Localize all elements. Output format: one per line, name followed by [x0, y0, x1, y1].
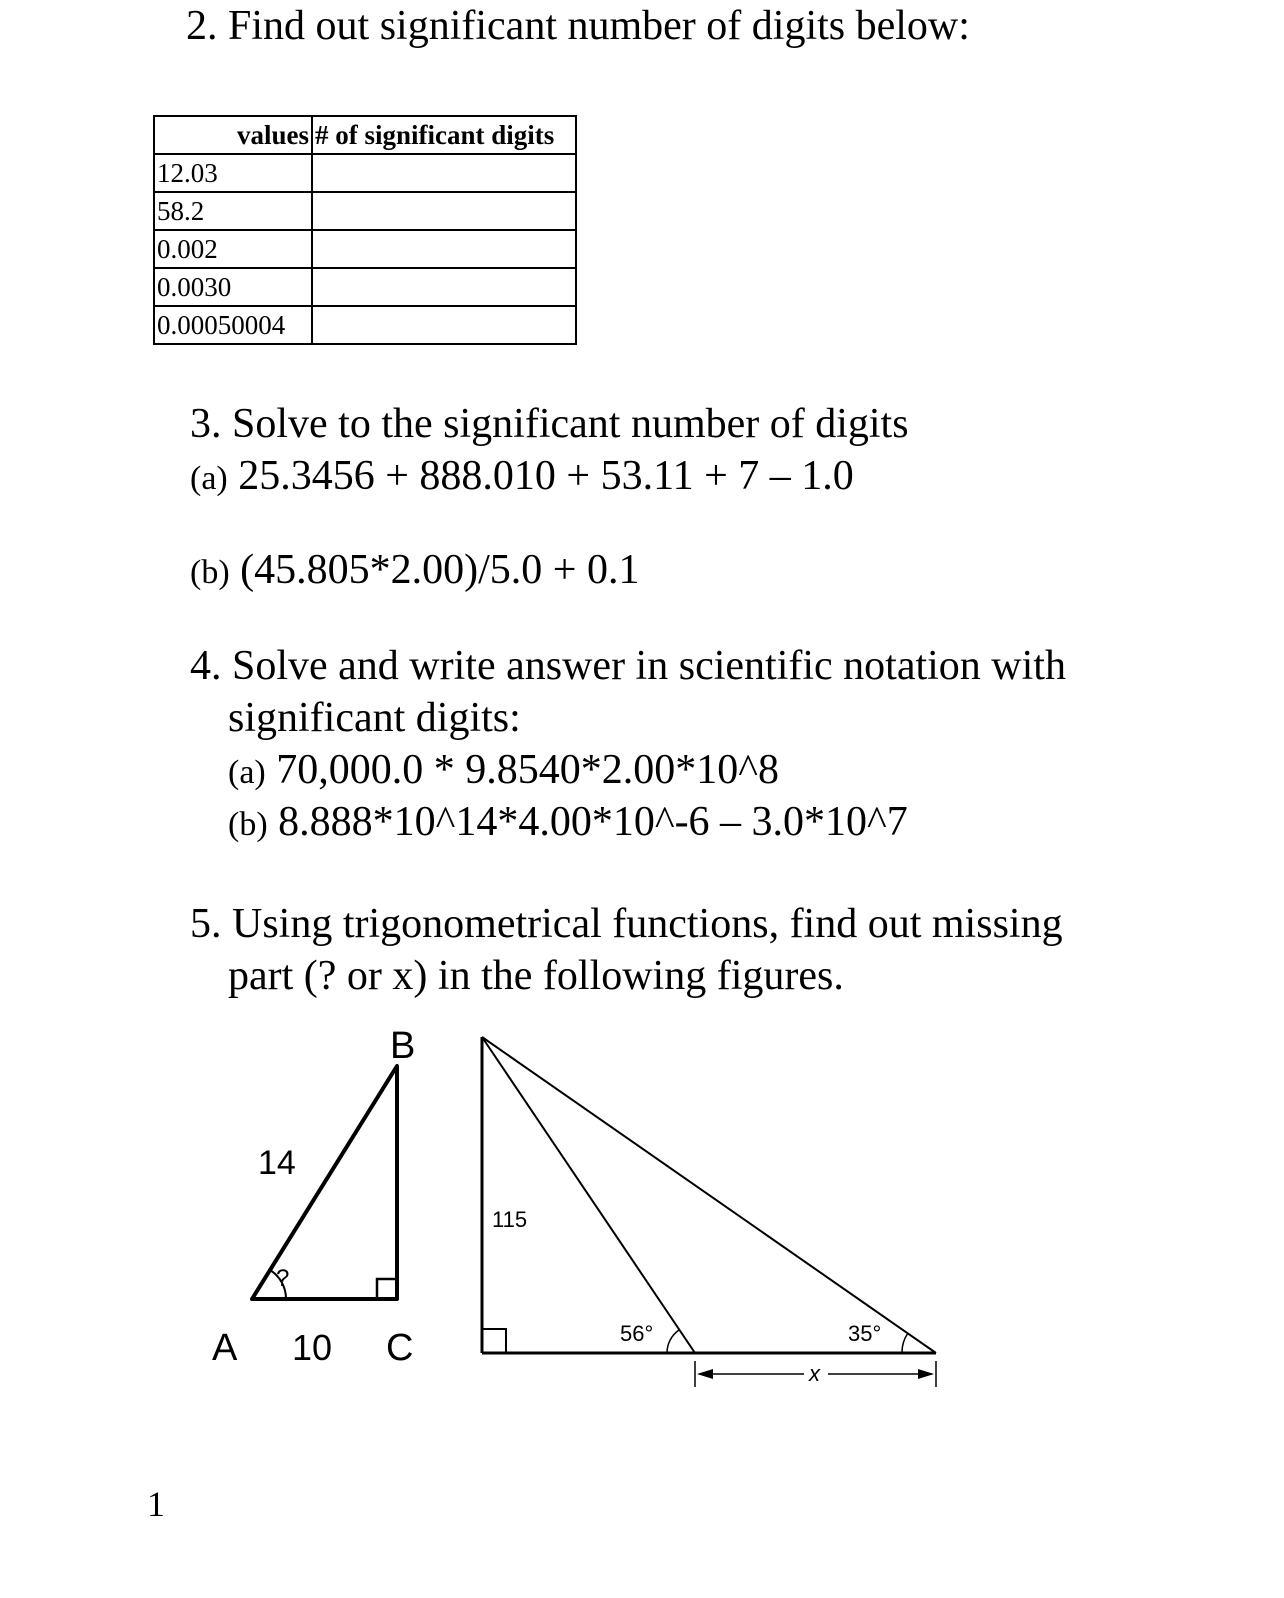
q3-a-expression: 25.3456 + 888.010 + 53.11 + 7 – 1.0 [238, 453, 854, 499]
angle-35-label: 35° [848, 1321, 882, 1346]
q3-b-expression: (45.805*2.00)/5.0 + 0.1 [240, 547, 640, 593]
answer-cell[interactable] [312, 268, 576, 306]
hypotenuse-label: 14 [258, 1144, 296, 1182]
angle-56-label: 56° [620, 1321, 654, 1346]
q4-a-expression: 70,000.0 * 9.8540*2.00*10^8 [276, 747, 779, 793]
base-label: 10 [292, 1327, 333, 1368]
vertex-b-label: B [390, 1030, 416, 1067]
vertex-a-label: A [212, 1327, 238, 1369]
x-arrowhead-right [918, 1369, 934, 1379]
triangle-abc-figure [200, 1030, 440, 1390]
answer-cell[interactable] [312, 192, 576, 230]
height-label: 115 [492, 1207, 528, 1232]
vertex-c-label: C [386, 1327, 414, 1369]
header-values: values [154, 116, 312, 154]
q4-b-label: (b) [228, 806, 268, 843]
answer-cell[interactable] [312, 306, 576, 344]
trig-figure-two [470, 1025, 970, 1405]
angle-35-arc [902, 1333, 908, 1353]
table-row [154, 268, 576, 306]
q3-part-a [190, 450, 854, 505]
value-cell: 0.00050004 [154, 306, 312, 344]
table-row [154, 154, 576, 192]
angle-56-arc [667, 1330, 679, 1353]
outer-line [482, 1037, 936, 1353]
value-cell: 12.03 [154, 154, 312, 192]
table-row [154, 306, 576, 344]
q4-part-a [228, 744, 779, 799]
q4-line2: significant digits: [228, 695, 521, 741]
right-angle-marker [482, 1329, 506, 1353]
answer-cell[interactable] [312, 230, 576, 268]
value-cell: 0.002 [154, 230, 312, 268]
value-cell: 58.2 [154, 192, 312, 230]
table-row [154, 192, 576, 230]
x-label: x [809, 1361, 820, 1386]
q5-line1: 5. Using trigonometrical functions, find out missing [190, 901, 1063, 947]
q4-line1: 4. Solve and write answer in scientific notation with [190, 643, 1066, 689]
q4-a-label: (a) [228, 754, 266, 791]
page-number: 1 [147, 1484, 165, 1524]
q2-title: 2. Find out significant number of digits below: [186, 3, 970, 49]
table-row [154, 230, 576, 268]
triangle-abc [252, 1066, 397, 1299]
answer-cell[interactable] [312, 154, 576, 192]
angle-a-label: ? [276, 1265, 290, 1292]
value-cell: 0.0030 [154, 268, 312, 306]
significant-digits-table [153, 115, 577, 345]
table-header-row [154, 116, 576, 154]
header-sig-digits: # of significant digits [312, 116, 576, 154]
q3-a-label: (a) [190, 460, 228, 497]
right-angle-marker-c [377, 1279, 397, 1299]
inner-line [482, 1037, 695, 1353]
q4-b-expression: 8.888*10^14*4.00*10^-6 – 3.0*10^7 [278, 799, 908, 845]
q4-part-b [228, 796, 908, 851]
q5-line2: part (? or x) in the following figures. [228, 953, 844, 999]
q3-b-label: (b) [190, 554, 230, 591]
q3-title: 3. Solve to the significant number of digits [190, 401, 909, 447]
q3-part-b [190, 544, 639, 599]
x-arrowhead-left [697, 1369, 713, 1379]
